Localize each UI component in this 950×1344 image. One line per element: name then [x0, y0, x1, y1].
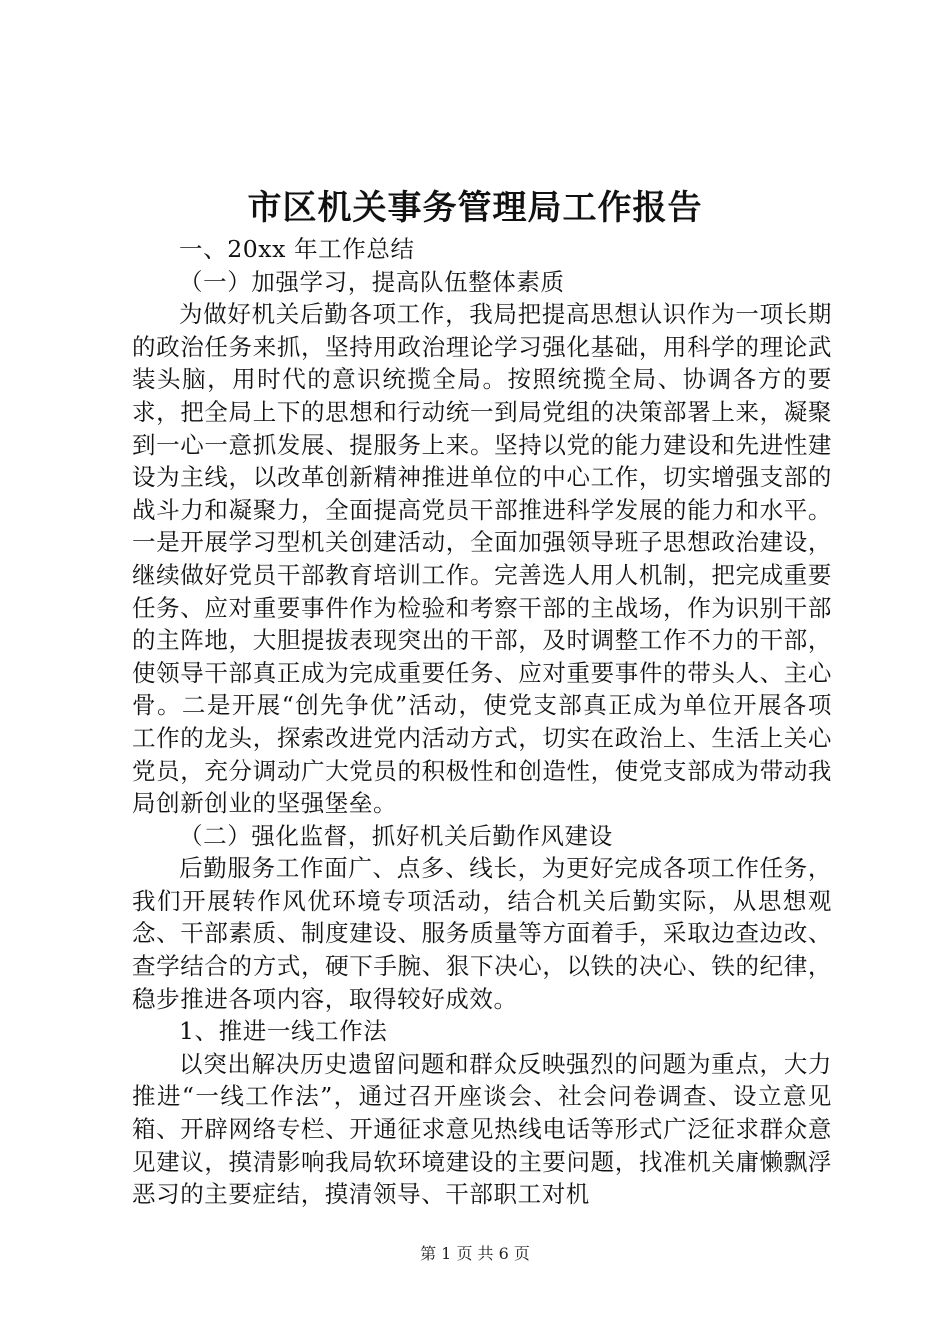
subsection-heading: （一）加强学习，提高队伍整体素质 [179, 267, 565, 296]
section-heading: 一、20xx 年工作总结 [179, 235, 415, 263]
document-body [132, 233, 832, 1211]
document-title: 市区机关事务管理局工作报告 [247, 188, 703, 228]
item-heading: 1、推进一线工作法 [179, 1017, 388, 1046]
paragraph: 为做好机关后勤各项工作，我局把提高思想认识作为一项长期的政治任务来抓，坚持用政治理论学习强化基础，用科学的理论武装头脑，用时代的意识统揽全局。按照统揽全局、协调各方的要求，把全局上下的思想和行动统一到局党组的决策部署上来，凝聚到一心一意抓发展、提服务上来。坚持以党的能力建设和先进性建设为主线，以改革创新精神推进单位的中心工作，切实增强支部的战斗力和凝聚力，全面提高党员干部推进科学发展的能力和水平。一是开展学习型机关创建活动，全面加强领导班子思想政治建设，继续做好党员干部教育培训工作。完善选人用人机制，把完成重要任务、应对重要事件作为检验和考察干部的主战场，作为识别干部的主阵地，大胆提拔表现突出的干部，及时调整工作不力的干部，使领导干部真正成为完成重要任务、应对重要事件的带头人、主心骨。二是开展“创先争优”活动，使党支部真正成为单位开展各项工作的龙头，探索改进党内活动方式，切实在政治上、生活上关心党员，充分调动广大党员的积极性和创造性，使党支部成为带动我局创新创业的坚强堡垒。 [132, 300, 832, 818]
paragraph: 以突出解决历史遗留问题和群众反映强烈的问题为重点，大力推进“一线工作法”，通过召开座谈会、社会问卷调查、设立意见箱、开辟网络专栏、开通征求意见热线电话等形式广泛征求群众意见建议，摸清影响我局软环境建设的主要问题，找准机关庸懒飘浮恶习的主要症结，摸清领导、干部职工对机 [132, 1049, 832, 1209]
subsection-heading: （二）强化监督，抓好机关后勤作风建设 [179, 821, 613, 850]
page-indicator: 第 1 页 共 6 页 [420, 1244, 530, 1263]
paragraph: 后勤服务工作面广、点多、线长，为更好完成各项工作任务，我们开展转作风优环境专项活动，结合机关后勤实际，从思想观念、干部素质、制度建设、服务质量等方面着手，采取边查边改、查学结合的方式，硬下手腕、狠下决心，以铁的决心、铁的纪律，稳步推进各项内容，取得较好成效。 [132, 854, 832, 1013]
